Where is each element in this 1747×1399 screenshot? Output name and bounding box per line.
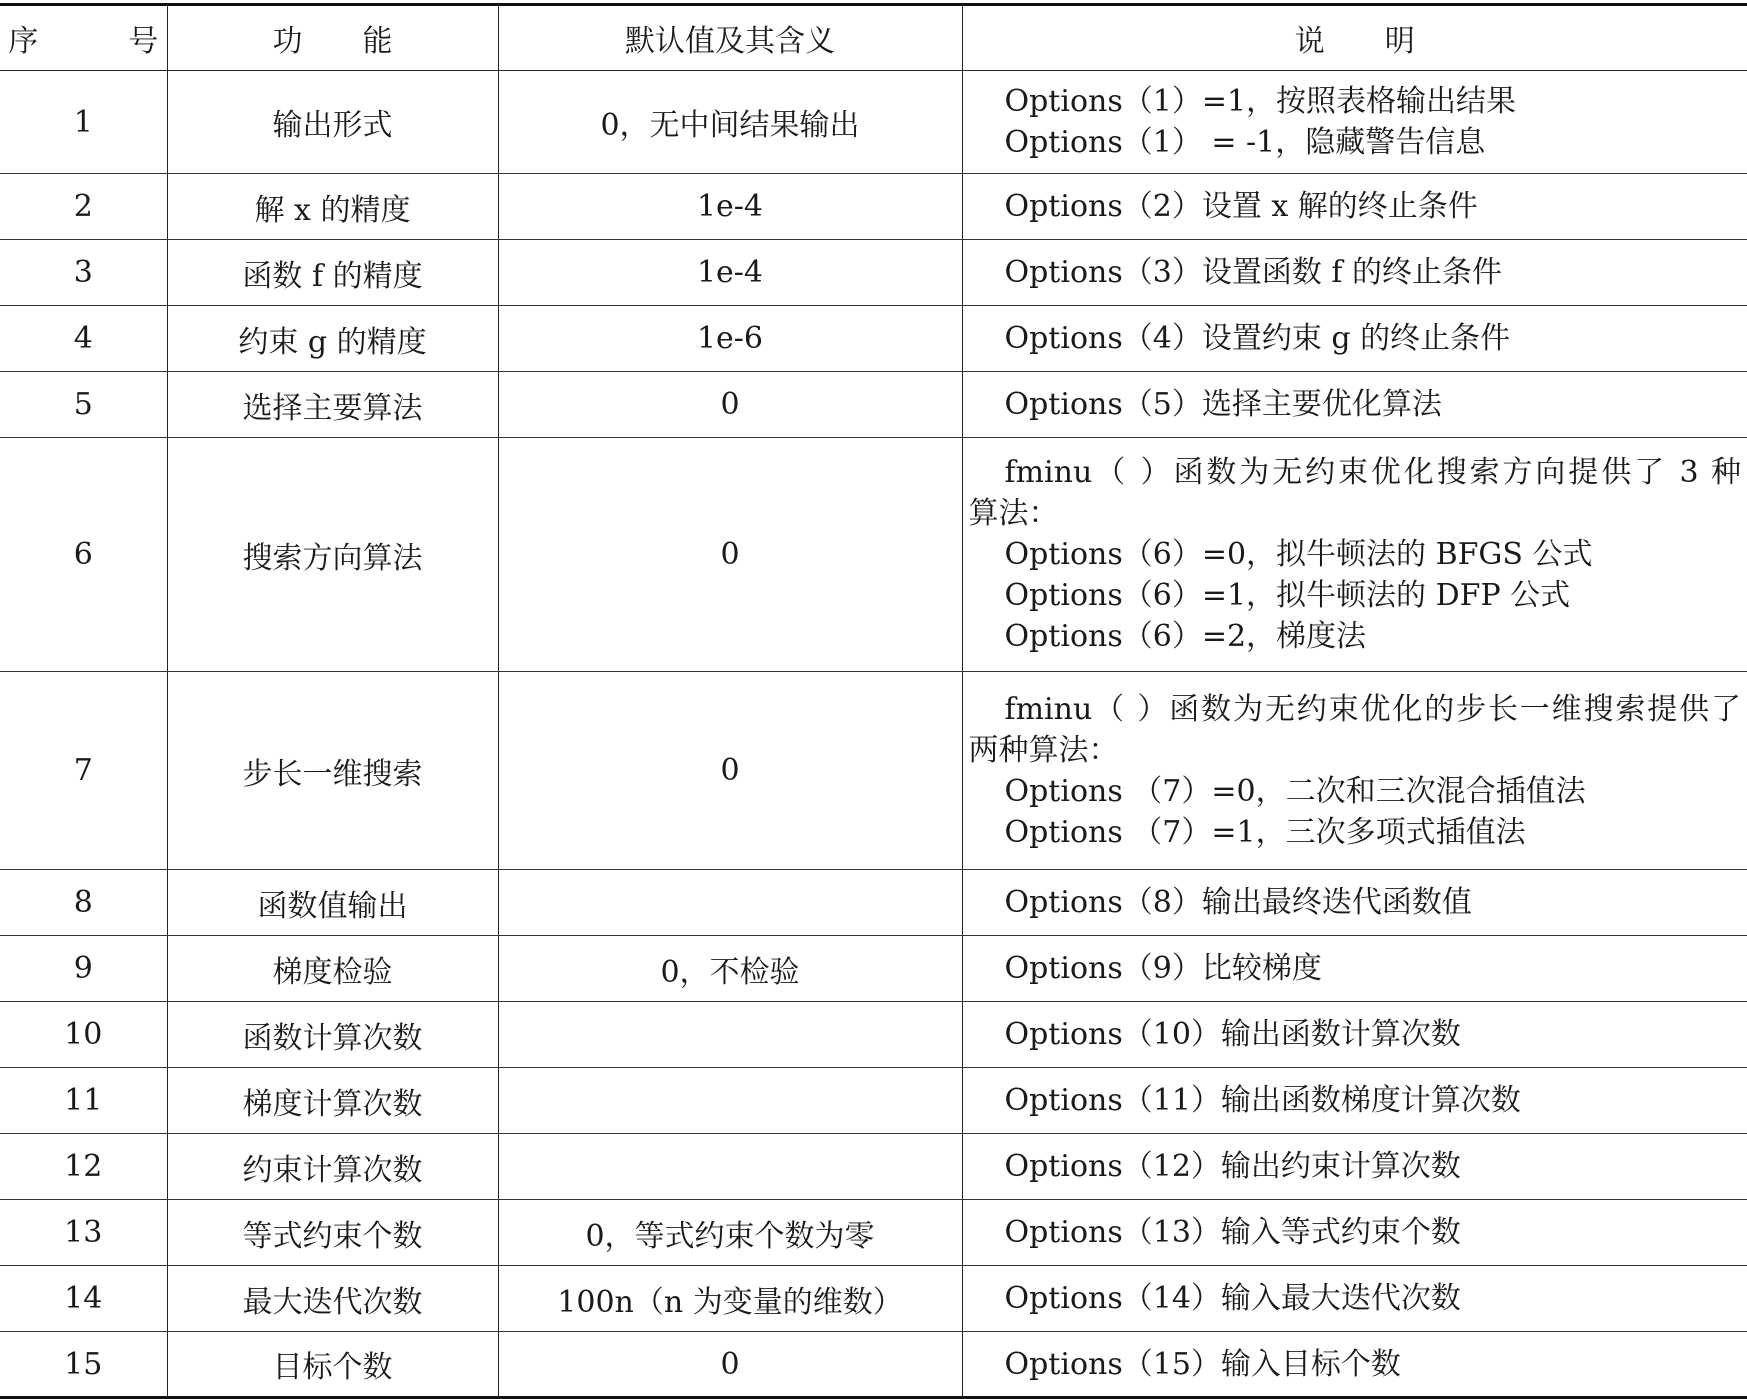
table-row	[0, 71, 1747, 174]
row-desc	[962, 1134, 1747, 1200]
row-default: 1e-4	[498, 240, 962, 306]
row-num: 5	[0, 372, 167, 438]
desc-line: Options（1）=1，按照表格输出结果	[1004, 84, 1517, 119]
row-default	[498, 870, 962, 936]
table-row	[0, 1068, 1747, 1134]
header-row	[0, 5, 1747, 71]
desc-line: Options（5）选择主要优化算法	[1004, 387, 1442, 422]
row-func: 约束计算次数	[167, 1134, 498, 1200]
row-desc	[962, 438, 1747, 672]
table-row	[0, 1266, 1747, 1332]
row-desc	[962, 306, 1747, 372]
row-func: 梯度计算次数	[167, 1068, 498, 1134]
header-default: 默认值及其含义	[498, 5, 962, 71]
row-func: 目标个数	[167, 1332, 498, 1398]
desc-intro-line: 算法：	[968, 496, 1059, 531]
row-desc	[962, 1200, 1747, 1266]
desc-line: Options （7）=1，三次多项式插值法	[1004, 814, 1526, 850]
row-num: 1	[0, 71, 167, 174]
table-row	[0, 936, 1747, 1002]
row-desc	[962, 1332, 1747, 1398]
row-func: 解 x 的精度	[167, 174, 498, 240]
row-desc	[962, 174, 1747, 240]
row-default: 1e-6	[498, 306, 962, 372]
row-func: 函数计算次数	[167, 1002, 498, 1068]
row-desc	[962, 240, 1747, 306]
row-default: 0	[498, 372, 962, 438]
desc-line: Options（9）比较梯度	[1004, 951, 1322, 986]
row-default: 0	[498, 672, 962, 870]
row-default	[498, 1068, 962, 1134]
desc-line: Options（1） = -1，隐藏警告信息	[1004, 125, 1486, 160]
table-row	[0, 870, 1747, 936]
row-default: 0，不检验	[498, 936, 962, 1002]
row-num: 15	[0, 1332, 167, 1398]
table-row	[0, 672, 1747, 870]
row-desc	[962, 1002, 1747, 1068]
row-desc	[962, 936, 1747, 1002]
row-default: 0	[498, 438, 962, 672]
desc-intro-line: fminu（ ）函数为无约束优化的步长一维搜索提供了	[1004, 691, 1741, 727]
row-desc	[962, 672, 1747, 870]
row-num: 8	[0, 870, 167, 936]
row-default: 1e-4	[498, 174, 962, 240]
table-row	[0, 306, 1747, 372]
row-num: 14	[0, 1266, 167, 1332]
desc-line: Options（12）输出约束计算次数	[1004, 1149, 1461, 1184]
row-default: 100n（n 为变量的维数）	[498, 1266, 962, 1332]
row-desc	[962, 870, 1747, 936]
row-num: 13	[0, 1200, 167, 1266]
desc-intro-line: 两种算法：	[968, 732, 1119, 768]
desc-line: Options（15）输入目标个数	[1004, 1346, 1401, 1382]
desc-line: Options（10）输出函数计算次数	[1004, 1017, 1461, 1052]
row-func: 约束 g 的精度	[167, 306, 498, 372]
desc-line: Options（2）设置 x 解的终止条件	[1004, 189, 1478, 224]
row-num: 10	[0, 1002, 167, 1068]
row-default: 0，等式约束个数为零	[498, 1200, 962, 1266]
row-desc	[962, 372, 1747, 438]
row-num: 3	[0, 240, 167, 306]
row-func: 搜索方向算法	[167, 438, 498, 672]
desc-line: Options（13）输入等式约束个数	[1004, 1215, 1461, 1250]
row-func: 输出形式	[167, 71, 498, 174]
desc-line: Options（8）输出最终迭代函数值	[1004, 885, 1472, 920]
row-func: 步长一维搜索	[167, 672, 498, 870]
desc-line: Options（6）=0，拟牛顿法的 BFGS 公式	[1004, 537, 1593, 572]
row-func: 选择主要算法	[167, 372, 498, 438]
row-default: 0	[498, 1332, 962, 1398]
row-desc	[962, 1266, 1747, 1332]
row-num: 4	[0, 306, 167, 372]
row-func: 梯度检验	[167, 936, 498, 1002]
desc-line: Options（6）=2，梯度法	[1004, 619, 1367, 654]
desc-line: Options（3）设置函数 f 的终止条件	[1004, 255, 1502, 290]
table-row	[0, 372, 1747, 438]
row-desc	[962, 71, 1747, 174]
row-default	[498, 1002, 962, 1068]
options-table	[0, 3, 1747, 1399]
row-func: 最大迭代次数	[167, 1266, 498, 1332]
row-num: 9	[0, 936, 167, 1002]
desc-line: Options（4）设置约束 g 的终止条件	[1004, 321, 1511, 356]
row-default	[498, 1134, 962, 1200]
table-row	[0, 240, 1747, 306]
row-num: 2	[0, 174, 167, 240]
desc-intro-line: fminu（ ）函数为无约束优化搜索方向提供了 3 种	[1004, 455, 1741, 490]
desc-line: Options（11）输出函数梯度计算次数	[1004, 1083, 1521, 1118]
table-row	[0, 1134, 1747, 1200]
desc-line: Options（14）输入最大迭代次数	[1004, 1281, 1461, 1316]
table-row	[0, 438, 1747, 672]
header-desc: 说 明	[962, 5, 1747, 71]
table-row	[0, 1002, 1747, 1068]
table-row	[0, 1200, 1747, 1266]
row-func: 函数值输出	[167, 870, 498, 936]
desc-line: Options（6）=1，拟牛顿法的 DFP 公式	[1004, 578, 1571, 613]
row-desc	[962, 1068, 1747, 1134]
row-num: 12	[0, 1134, 167, 1200]
row-num: 11	[0, 1068, 167, 1134]
row-func: 等式约束个数	[167, 1200, 498, 1266]
desc-line: Options （7）=0，二次和三次混合插值法	[1004, 773, 1586, 809]
header-num: 序 号	[0, 5, 167, 71]
row-func: 函数 f 的精度	[167, 240, 498, 306]
table-row	[0, 174, 1747, 240]
header-func: 功 能	[167, 5, 498, 71]
row-num: 6	[0, 438, 167, 672]
table-row	[0, 1332, 1747, 1398]
row-num: 7	[0, 672, 167, 870]
row-default: 0，无中间结果输出	[498, 71, 962, 174]
